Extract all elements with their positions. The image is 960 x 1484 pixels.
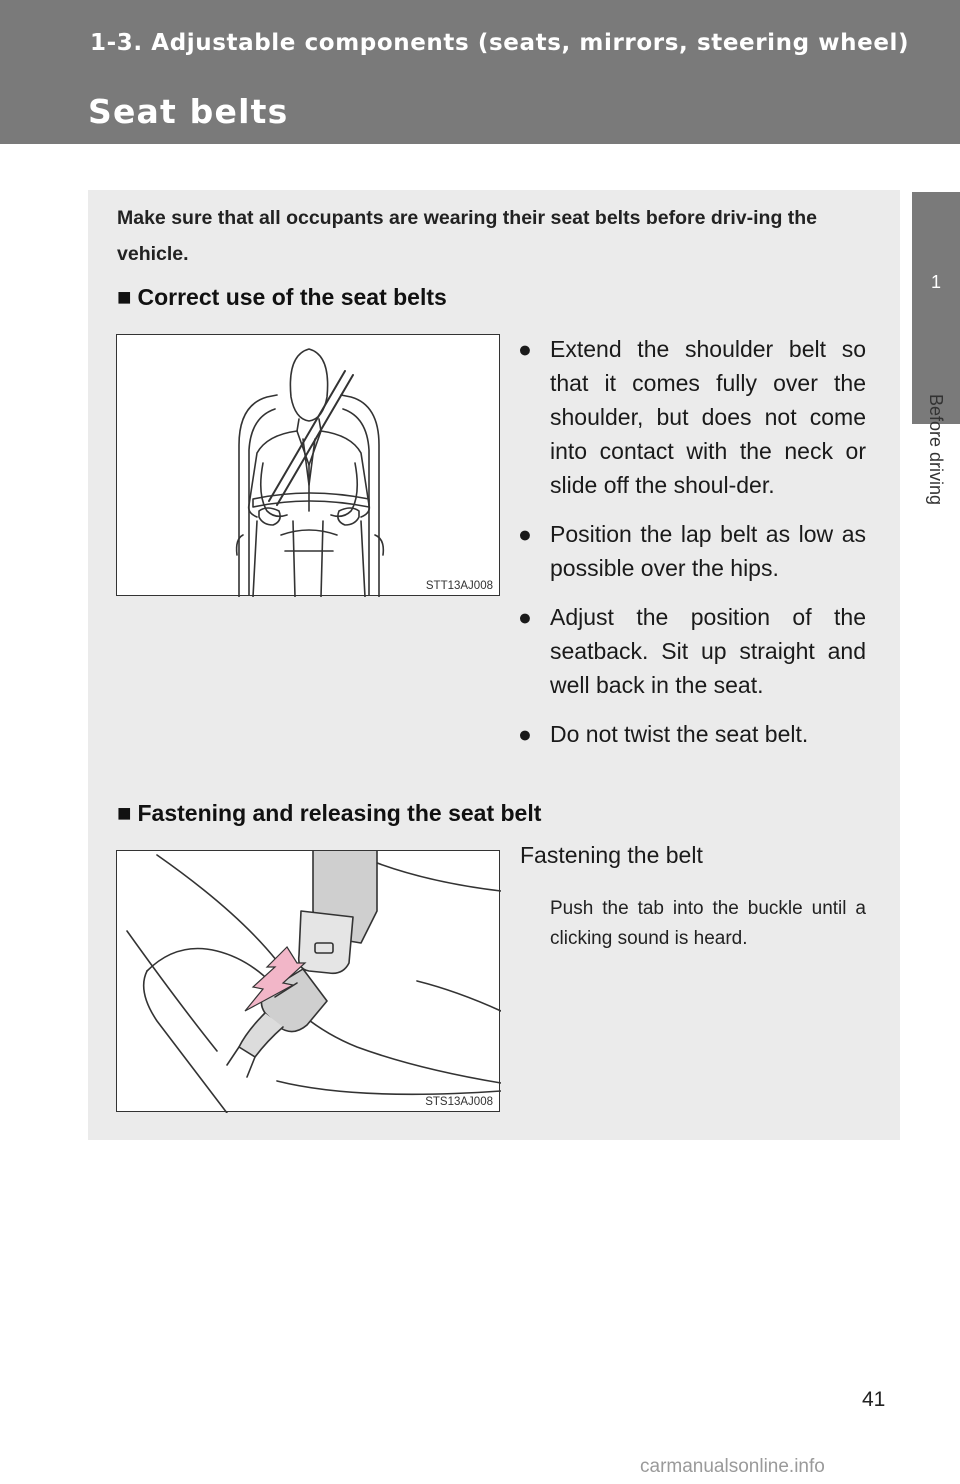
bullet-item [518, 332, 866, 502]
heading-correct-use [117, 284, 447, 312]
bullet-item [518, 600, 866, 702]
figure-seated-occupant [116, 334, 500, 596]
bullet-list-correct-use [518, 332, 866, 766]
bullet-marker: ● [518, 336, 532, 362]
bullet-marker: ● [518, 521, 532, 547]
bullet-item [518, 717, 866, 751]
page-number: 41 [862, 1388, 886, 1411]
heading-fastening [117, 800, 541, 828]
bullet-text: Extend the shoulder belt so that it comes fully over the shoulder, but does not come into contact with the neck or slide off the shoul-der. [550, 336, 866, 498]
figure-code-1: STT13AJ008 [425, 580, 493, 592]
watermark: carmanualsonline.info [640, 1456, 825, 1477]
intro-text: Make sure that all occupants are wearing their seat belts before driv-ing the vehicle. [117, 207, 818, 265]
step-text: Push the tab into the buckle until a clicking sound is heard. [550, 898, 866, 949]
step-title: Fastening the belt [520, 842, 703, 868]
section-title: 1-3. Adjustable components (seats, mirrors, steering wheel) [90, 30, 910, 56]
chapter-number-box [912, 192, 960, 424]
bullet-marker: ● [518, 604, 532, 630]
heading-square-marker: ■ [117, 800, 132, 827]
seated-occupant-illustration [117, 335, 501, 597]
bullet-text: Adjust the position of the seatback. Sit up straight and well back in the seat. [550, 604, 866, 698]
heading-fastening-text: Fastening and releasing the seat belt [137, 800, 542, 826]
bullet-marker: ● [518, 721, 532, 747]
bullet-text: Position the lap belt as low as possible over the hips. [550, 521, 866, 581]
heading-square-marker: ■ [117, 284, 132, 311]
page-title: Seat belts [88, 92, 289, 131]
bullet-text: Do not twist the seat belt. [550, 721, 809, 747]
figure-code-2: STS13AJ008 [425, 1096, 493, 1108]
chapter-side-tab [912, 144, 960, 1144]
buckle-illustration [117, 851, 501, 1113]
chapter-number: 1 [930, 272, 941, 292]
figure-buckle [116, 850, 500, 1112]
heading-correct-use-text: Correct use of the seat belts [137, 284, 447, 310]
chapter-label: Before driving [926, 394, 946, 506]
bullet-item [518, 517, 866, 585]
page-header [0, 0, 960, 144]
